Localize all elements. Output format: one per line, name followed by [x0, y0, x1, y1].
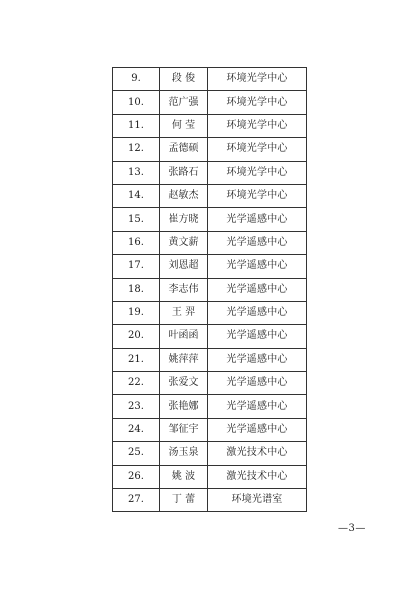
name-cell: 黄文薪 [160, 231, 208, 254]
table-row [113, 68, 307, 91]
row-number-cell: 12. [113, 138, 160, 161]
table-row [113, 395, 307, 418]
table-row [113, 489, 307, 512]
personnel-table [112, 67, 307, 512]
name-cell: 张路石 [160, 161, 208, 184]
row-number-cell: 21. [113, 348, 160, 371]
row-number-cell: 27. [113, 489, 160, 512]
row-number-cell: 9. [113, 68, 160, 91]
row-number-cell: 17. [113, 255, 160, 278]
table-row [113, 325, 307, 348]
row-number-cell: 24. [113, 418, 160, 441]
name-cell: 张艳娜 [160, 395, 208, 418]
row-number-cell: 22. [113, 372, 160, 395]
unit-cell: 光学遥感中心 [208, 278, 307, 301]
unit-cell: 光学遥感中心 [208, 255, 307, 278]
name-cell: 李志伟 [160, 278, 208, 301]
table-row [113, 138, 307, 161]
row-number-cell: 11. [113, 114, 160, 137]
row-number-cell: 26. [113, 465, 160, 488]
table-row [113, 184, 307, 207]
table-row [113, 442, 307, 465]
row-number-cell: 15. [113, 208, 160, 231]
name-cell: 赵敏杰 [160, 184, 208, 207]
table-row [113, 348, 307, 371]
name-cell: 汤玉泉 [160, 442, 208, 465]
name-cell: 丁 蕾 [160, 489, 208, 512]
row-number-cell: 16. [113, 231, 160, 254]
table-row [113, 301, 307, 324]
unit-cell: 光学遥感中心 [208, 231, 307, 254]
name-cell: 孟德硕 [160, 138, 208, 161]
unit-cell: 环境光学中心 [208, 138, 307, 161]
name-cell: 叶函函 [160, 325, 208, 348]
unit-cell: 光学遥感中心 [208, 418, 307, 441]
table-row [113, 114, 307, 137]
table-row [113, 91, 307, 114]
row-number-cell: 23. [113, 395, 160, 418]
row-number-cell: 10. [113, 91, 160, 114]
name-cell: 段 俊 [160, 68, 208, 91]
page-number: —3— [338, 523, 366, 534]
unit-cell: 激光技术中心 [208, 442, 307, 465]
unit-cell: 激光技术中心 [208, 465, 307, 488]
unit-cell: 光学遥感中心 [208, 325, 307, 348]
table-row [113, 231, 307, 254]
unit-cell: 光学遥感中心 [208, 395, 307, 418]
table-row [113, 465, 307, 488]
name-cell: 姚 波 [160, 465, 208, 488]
name-cell: 王 羿 [160, 301, 208, 324]
name-cell: 姚萍萍 [160, 348, 208, 371]
name-cell: 邹征宇 [160, 418, 208, 441]
name-cell: 范广强 [160, 91, 208, 114]
unit-cell: 光学遥感中心 [208, 372, 307, 395]
row-number-cell: 13. [113, 161, 160, 184]
table-row [113, 418, 307, 441]
name-cell: 张爱文 [160, 372, 208, 395]
unit-cell: 环境光谱室 [208, 489, 307, 512]
unit-cell: 光学遥感中心 [208, 301, 307, 324]
table-row [113, 278, 307, 301]
unit-cell: 光学遥感中心 [208, 208, 307, 231]
unit-cell: 环境光学中心 [208, 161, 307, 184]
unit-cell: 环境光学中心 [208, 114, 307, 137]
unit-cell: 环境光学中心 [208, 184, 307, 207]
table-row [113, 161, 307, 184]
unit-cell: 环境光学中心 [208, 91, 307, 114]
table-row [113, 208, 307, 231]
row-number-cell: 20. [113, 325, 160, 348]
table-row [113, 372, 307, 395]
row-number-cell: 18. [113, 278, 160, 301]
row-number-cell: 14. [113, 184, 160, 207]
row-number-cell: 25. [113, 442, 160, 465]
name-cell: 崔方晓 [160, 208, 208, 231]
name-cell: 刘恩超 [160, 255, 208, 278]
table-body [113, 68, 307, 512]
name-cell: 何 莹 [160, 114, 208, 137]
unit-cell: 环境光学中心 [208, 68, 307, 91]
row-number-cell: 19. [113, 301, 160, 324]
table-row [113, 255, 307, 278]
unit-cell: 光学遥感中心 [208, 348, 307, 371]
